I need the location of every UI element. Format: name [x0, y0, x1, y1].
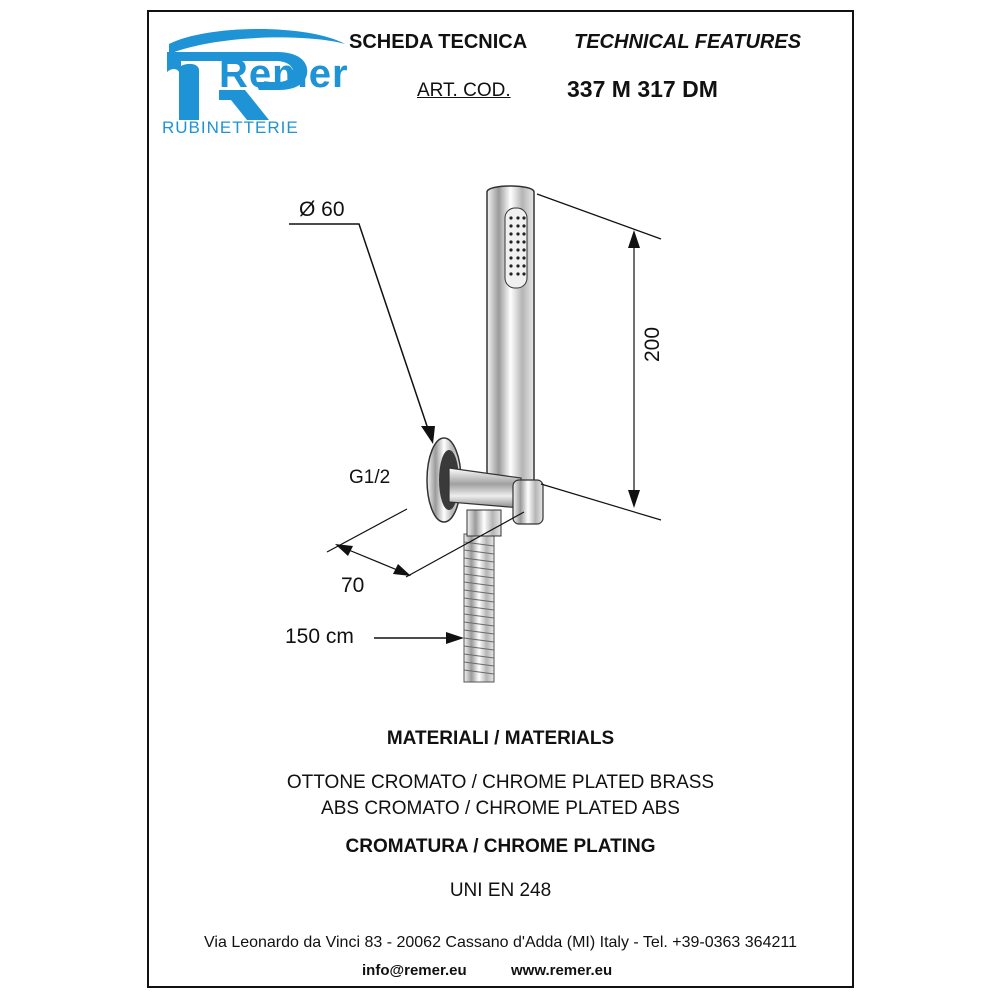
materials-heading: MATERIALI / MATERIALS: [386, 728, 615, 749]
logo-subtitle: RUBINETTERIE: [162, 118, 299, 137]
footer-email[interactable]: info@remer.eu: [362, 962, 467, 979]
dimension-depth-label: 70: [341, 574, 365, 597]
dimension-thread-label: G1/2: [349, 467, 391, 488]
footer-address: Via Leonardo da Vinci 83 - 20062 Cassano d'Adda (MI) Italy - Tel. +39-0363 364211: [204, 934, 797, 951]
article-code: 337 M 317 DM: [567, 76, 718, 102]
hand-shower-icon: [487, 186, 534, 500]
logo-brand-text: Remer: [219, 52, 349, 96]
title-english: TECHNICAL FEATURES: [574, 31, 802, 53]
technical-sheet: [147, 10, 854, 988]
dimension-diameter-label: Ø 60: [299, 198, 345, 221]
title-italian: SCHEDA TECNICA: [349, 31, 528, 53]
plating-heading: CROMATURA / CHROME PLATING: [345, 836, 656, 857]
materials-line-brass: OTTONE CROMATO / CHROME PLATED BRASS: [286, 772, 715, 793]
dimension-hose-length-label: 150 cm: [285, 625, 354, 648]
hose-icon: [464, 534, 494, 682]
footer-website[interactable]: www.remer.eu: [511, 962, 613, 979]
plating-standard: UNI EN 248: [449, 880, 552, 901]
dimension-height-label: 200: [641, 326, 664, 362]
article-code-label: ART. COD.: [417, 80, 511, 101]
technical-drawing: [149, 12, 852, 712]
materials-line-abs: ABS CROMATO / CHROME PLATED ABS: [321, 798, 680, 819]
